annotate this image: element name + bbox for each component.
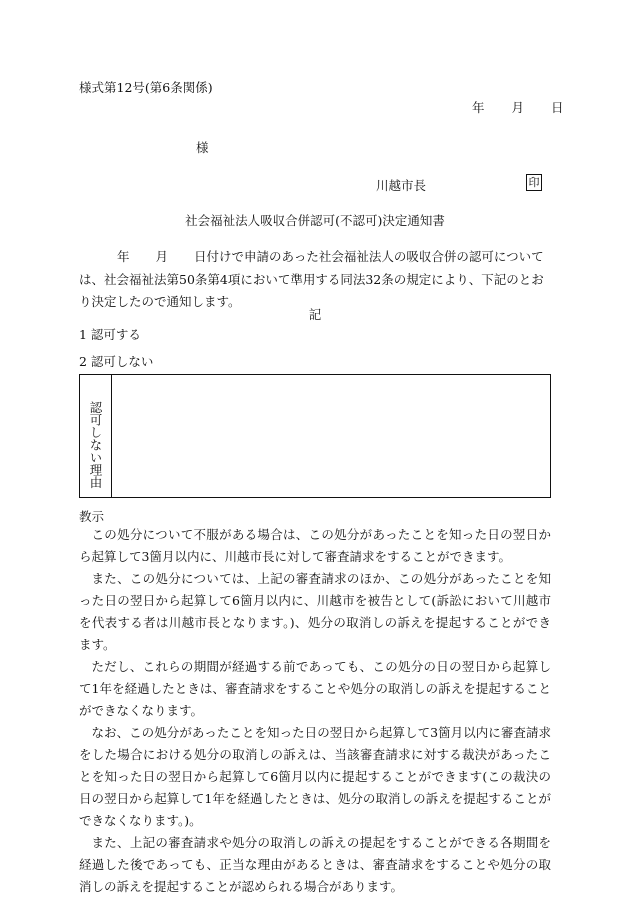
reason-content-area bbox=[112, 375, 550, 497]
notice-paragraph: また、この処分については、上記の審査請求のほか、この処分があったことを知った日の翌日から起算して6箇月以内に、川越市を被告として(訴訟において川越市を代表する者は川越市長となります。)、処分の取消しの訴えを提起することができます。 bbox=[79, 571, 551, 652]
notice-paragraph: なお、この処分があったことを知った日の翌日から起算して3箇月以内に審査請求をした場合における処分の取消しの訴えは、当該審査請求に対する裁決があったことを知った日の翌日から起算して6箇月以内に提起することができます(この裁決の日の翌日から起算して1年を経過したときは、処分の取消しの訴えを提起することができなくなります。)。 bbox=[79, 725, 551, 828]
body-paragraph bbox=[79, 246, 551, 314]
notice-paragraph: この処分について不服がある場合は、この処分があったことを知った日の翌日から起算して3箇月以内に、川越市長に対して審査請求をすることができます。 bbox=[79, 527, 551, 564]
body-text: 日付けで申請のあった社会福祉法人の吸収合併の認可については、社会福祉法第50条第4項において準用する同法32条の規定により、下記のとおり決定したので通知します。 bbox=[79, 249, 544, 309]
notice-body bbox=[79, 524, 551, 898]
addressee-honorific: 様 bbox=[196, 140, 209, 155]
notice-paragraph: ただし、これらの期間が経過する前であっても、この処分の日の翌日から起算して1年を経過したときは、審査請求をすることや処分の取消しの訴えを提起することができなくなります。 bbox=[79, 659, 551, 718]
notice-heading: 教示 bbox=[79, 509, 105, 524]
reason-box bbox=[79, 374, 551, 498]
date-day: 日 bbox=[551, 100, 564, 115]
date-line bbox=[472, 98, 564, 116]
seal-mark: 印 bbox=[526, 174, 542, 191]
item-approve: 1 認可する bbox=[79, 327, 141, 342]
item-disapprove: 2 認可しない bbox=[79, 354, 154, 369]
reason-label: 認可しない理由 bbox=[80, 375, 112, 497]
issuer-name: 川越市長 bbox=[376, 178, 427, 193]
body-year: 年 bbox=[117, 249, 130, 264]
date-month: 月 bbox=[511, 100, 525, 115]
body-month: 月 bbox=[155, 249, 169, 264]
form-number: 様式第12号(第6条関係) bbox=[79, 80, 213, 95]
document-title: 社会福祉法人吸収合併認可(不認可)決定通知書 bbox=[185, 213, 445, 228]
notice-paragraph: また、上記の審査請求や処分の取消しの訴えの提起をすることができる各期間を経過した後であっても、正当な理由があるときは、審査請求をすることや処分の取消しの訴えを提起することが認められる場合があります。 bbox=[79, 835, 551, 894]
ki-label: 記 bbox=[308, 307, 322, 322]
date-year: 年 bbox=[472, 100, 485, 115]
